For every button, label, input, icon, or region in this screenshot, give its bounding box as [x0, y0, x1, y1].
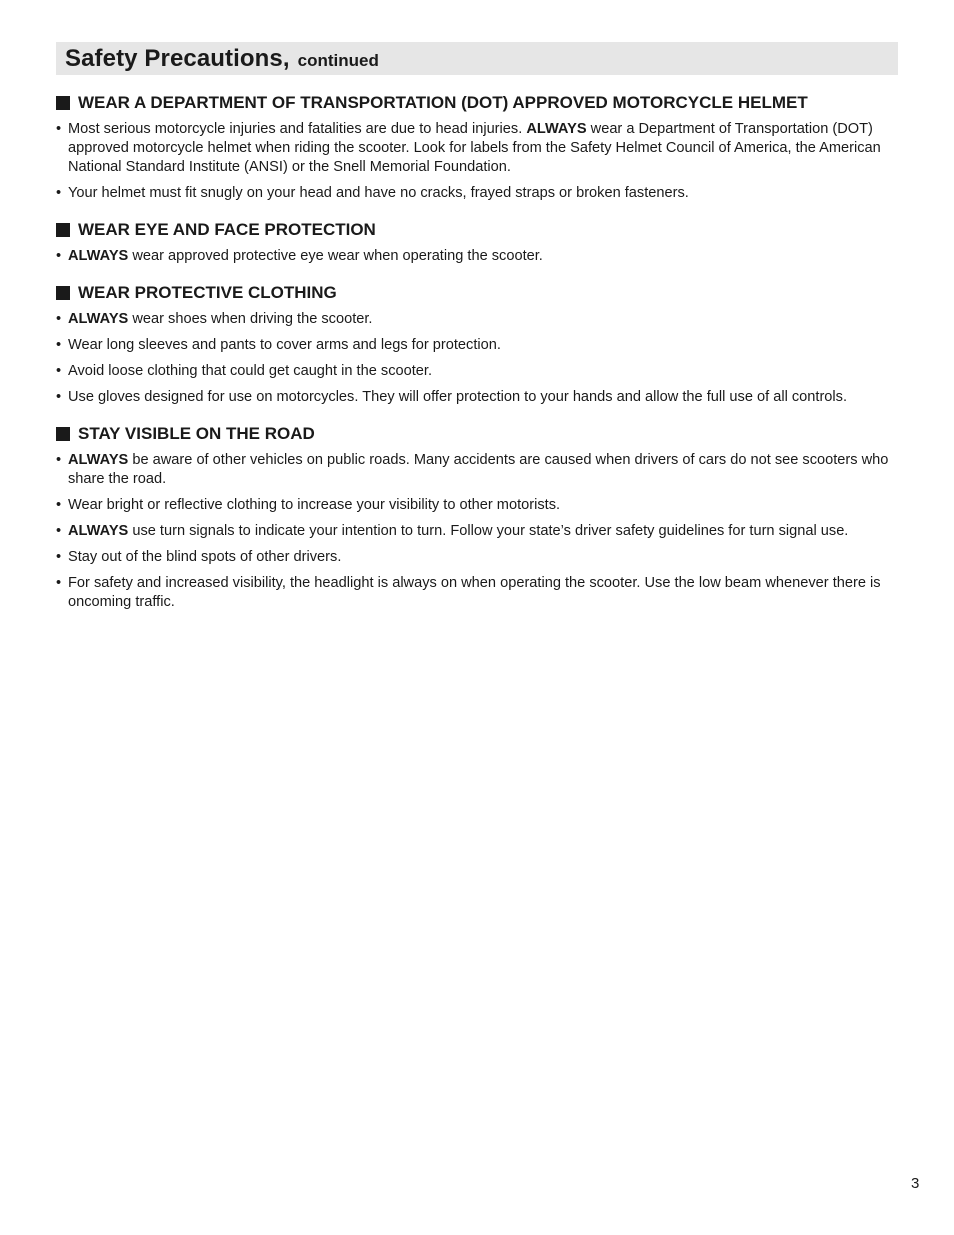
section-heading — [56, 423, 898, 445]
list-item — [56, 310, 898, 329]
list-item — [56, 548, 898, 567]
page-subtitle: continued — [297, 50, 379, 70]
emphasis-text: ALWAYS — [68, 452, 129, 468]
emphasis-text: ALWAYS — [68, 523, 129, 539]
section-heading — [56, 282, 898, 304]
section-heading-text: WEAR EYE AND FACE PROTECTION — [78, 220, 376, 239]
page-content — [56, 92, 898, 628]
square-bullet-icon — [56, 96, 70, 110]
square-bullet-icon — [56, 427, 70, 441]
list-item — [56, 522, 898, 541]
list-item — [56, 451, 898, 489]
square-bullet-icon — [56, 286, 70, 300]
emphasis-text: ALWAYS — [68, 311, 129, 327]
text-run: Use gloves designed for use on motorcycles. They will offer protection to your hands and allow the full use of all controls. — [68, 389, 848, 405]
page-title: Safety Precautions, — [65, 44, 290, 72]
list-item — [56, 496, 898, 515]
text-run: be aware of other vehicles on public roads. Many accidents are caused when drivers of cars do not see scooters who share the road. — [68, 452, 889, 487]
list-item — [56, 388, 898, 407]
text-run: For safety and increased visibility, the headlight is always on when operating the scooter. Use the low beam whenever there is oncoming traffic. — [68, 575, 881, 610]
list-item — [56, 336, 898, 355]
section-heading-text: STAY VISIBLE ON THE ROAD — [78, 424, 315, 443]
section-visibility — [56, 423, 898, 612]
page-title-bar — [56, 42, 898, 75]
text-run: use turn signals to indicate your intention to turn. Follow your state’s driver safety guidelines for turn signal use. — [128, 523, 849, 539]
section-heading — [56, 92, 898, 114]
section-helmet — [56, 92, 898, 203]
list-item — [56, 184, 898, 203]
section-heading-text: WEAR A DEPARTMENT OF TRANSPORTATION (DOT) APPROVED MOTORCYCLE HELMET — [78, 93, 808, 112]
section-clothing — [56, 282, 898, 407]
bullet-list — [56, 451, 898, 612]
text-run: Stay out of the blind spots of other drivers. — [68, 549, 342, 565]
list-item — [56, 247, 898, 266]
text-run: wear a Department of Transportation (DOT) approved motorcycle helmet when riding the scooter. Look for labels from the Safety Helmet Council of America, the American National Standard Institute (ANSI) or the Snell Memorial Foundation. — [68, 121, 881, 175]
list-item — [56, 362, 898, 381]
text-run: Avoid loose clothing that could get caught in the scooter. — [68, 363, 433, 379]
page-number: 3 — [911, 1175, 920, 1192]
text-run: Your helmet must fit snugly on your head and have no cracks, frayed straps or broken fasteners. — [68, 185, 689, 201]
list-item — [56, 574, 898, 612]
text-run: wear approved protective eye wear when operating the scooter. — [128, 248, 543, 264]
section-heading — [56, 219, 898, 241]
bullet-list — [56, 310, 898, 407]
text-run: Wear bright or reflective clothing to increase your visibility to other motorists. — [68, 497, 561, 513]
emphasis-text: ALWAYS — [68, 248, 129, 264]
text-run: Most serious motorcycle injuries and fatalities are due to head injuries. — [68, 121, 527, 137]
square-bullet-icon — [56, 223, 70, 237]
section-eye-face — [56, 219, 898, 266]
text-run: wear shoes when driving the scooter. — [128, 311, 373, 327]
section-heading-text: WEAR PROTECTIVE CLOTHING — [78, 283, 337, 302]
bullet-list — [56, 120, 898, 203]
emphasis-text: ALWAYS — [526, 121, 587, 137]
bullet-list — [56, 247, 898, 266]
text-run: Wear long sleeves and pants to cover arms and legs for protection. — [68, 337, 501, 353]
list-item — [56, 120, 898, 177]
